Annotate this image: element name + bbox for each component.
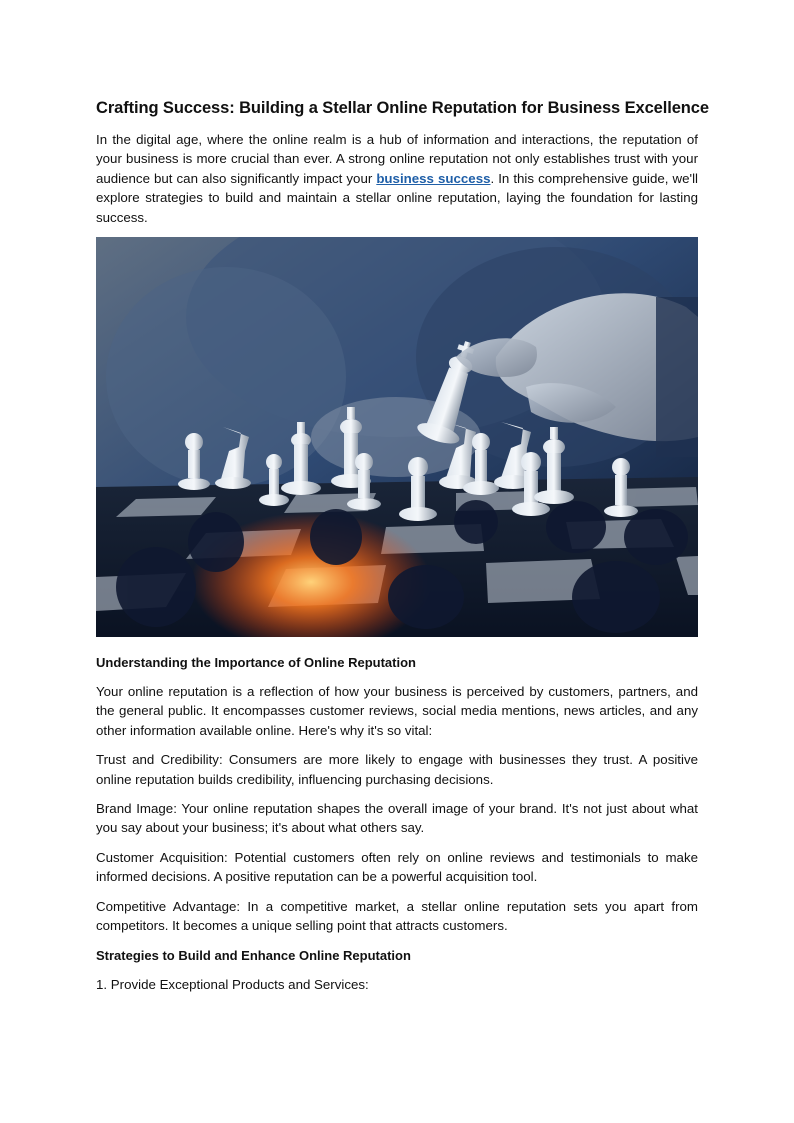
point-competitive-advantage: Competitive Advantage: In a competitive market, a stellar online reputation sets you apart from competitors. It becomes a unique selling point that attracts customers. (96, 898, 698, 934)
section-importance-intro: Your online reputation is a reflection of how your business is perceived by customers, partners, and the general public. It encompasses customer reviews, social media mentions, news articles, and any other information available online. Here's why it's so vital: (96, 684, 698, 738)
chess-hero-image (96, 237, 698, 637)
section-heading-strategies: Strategies to Build and Enhance Online Reputation (96, 947, 411, 963)
strategy-step-1: 1. Provide Exceptional Products and Services: (96, 976, 369, 992)
business-success-link[interactable]: business success (376, 170, 491, 186)
point-brand-image: Brand Image: Your online reputation shapes the overall image of your brand. It's not just about what you say about your business; it's about what others say. (96, 801, 698, 836)
section-heading-importance: Understanding the Importance of Online Reputation (96, 655, 416, 671)
article-title: Crafting Success: Building a Stellar Online Reputation for Business Excellence (96, 99, 709, 117)
point-trust-credibility: Trust and Credibility: Consumers are more likely to engage with businesses they trust. A positive online reputation builds credibility, influencing purchasing decisions. (96, 752, 698, 787)
document-page (96, 96, 709, 1004)
point-customer-acquisition: Customer Acquisition: Potential customers often rely on online reviews and testimonials to make informed decisions. A positive reputation can be a powerful acquisition tool. (96, 849, 698, 885)
intro-text-after-link: . In this comprehensive guide, we'll explore strategies to build and maintain a stellar online reputation, laying the foundation for lasting success. (96, 170, 698, 225)
intro-text-before-link: In the digital age, where the online realm is a hub of information and interactions, the reputation of your business is more crucial than ever. A strong online reputation not only establishes trust with your audience but can also significantly impact your (96, 132, 698, 186)
intro-paragraph (96, 130, 698, 227)
